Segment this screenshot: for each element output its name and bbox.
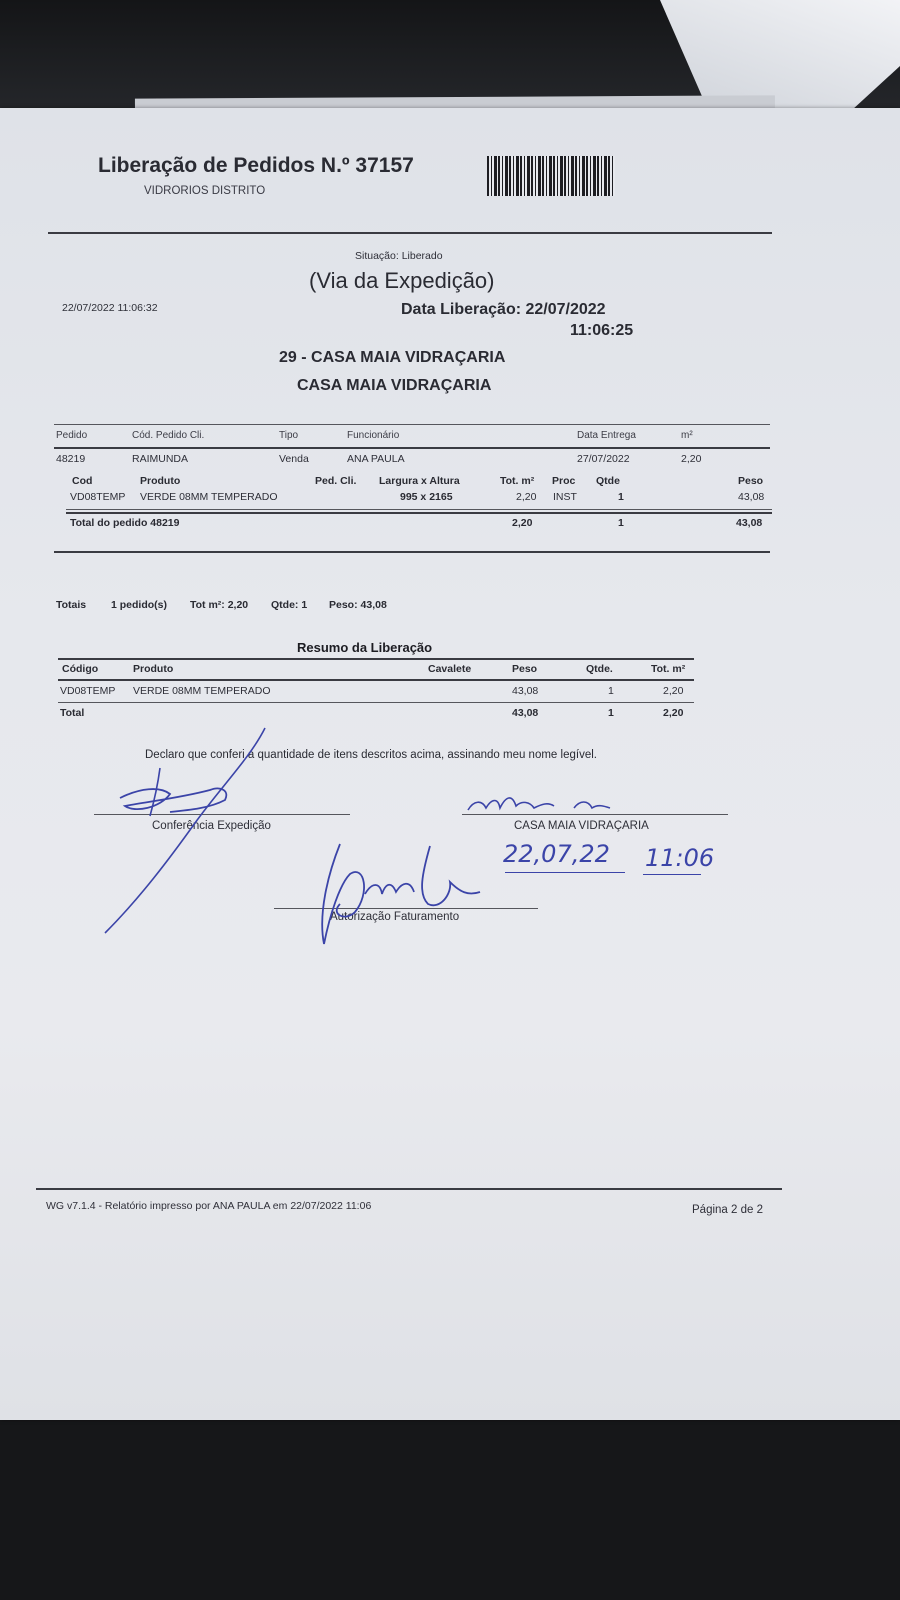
order-funcionario: ANA PAULA: [347, 453, 405, 465]
item-col-tot-m2: Tot. m²: [500, 475, 535, 487]
client-line-1: 29 - CASA MAIA VIDRAÇARIA: [279, 349, 506, 366]
resumo-codigo: VD08TEMP: [60, 685, 116, 697]
signature-label-conferencia: Conferência Expedição: [152, 820, 271, 832]
item-cod: VD08TEMP: [70, 491, 126, 503]
order-total-label: Total do pedido 48219: [70, 517, 180, 529]
handwritten-date-underline: [505, 872, 625, 873]
resumo-total-rule: [58, 702, 694, 703]
footer-page-number: Página 2 de 2: [692, 1204, 763, 1216]
resumo-header-rule: [58, 679, 694, 681]
company-name: VIDRORIOS DISTRITO: [144, 185, 266, 197]
resumo-produto: VERDE 08MM TEMPERADO: [133, 685, 271, 697]
order-bottom-rule: [54, 551, 770, 553]
resumo-total-peso: 43,08: [512, 707, 539, 719]
order-data-entrega: 27/07/2022: [577, 453, 630, 465]
col-tipo: Tipo: [279, 430, 299, 441]
data-liberacao: Data Liberação: 22/07/2022: [401, 301, 606, 318]
totals-label: Totais: [56, 599, 87, 611]
item-largura-altura: 995 x 2165: [400, 491, 453, 503]
item-qtde: 1: [618, 491, 624, 503]
item-rule-2: [66, 512, 772, 514]
item-peso: 43,08: [738, 491, 765, 503]
declaration-text: Declaro que conferi a quantidade de itens descritos acima, assinando meu nome legível.: [145, 749, 597, 761]
handwritten-date: 22,07,22: [503, 840, 610, 868]
col-cod-pedido-cli: Cód. Pedido Cli.: [132, 430, 205, 441]
footer-rule: [36, 1188, 782, 1190]
resumo-tot-m2: 2,20: [663, 685, 684, 697]
col-pedido: Pedido: [56, 430, 88, 441]
totals-peso: Peso: 43,08: [329, 599, 387, 611]
resumo-col-peso: Peso: [512, 663, 538, 675]
header-divider: [48, 232, 772, 234]
item-col-proc: Proc: [552, 475, 576, 487]
footer-printed-by: WG v7.1.4 - Relatório impresso por ANA PAULA em 22/07/2022 11:06: [46, 1200, 372, 1212]
resumo-total-tot-m2: 2,20: [663, 707, 684, 719]
col-data-entrega: Data Entrega: [577, 430, 636, 441]
signature-conferencia-scribble: [100, 728, 260, 938]
resumo-total-qtde: 1: [608, 707, 614, 719]
item-proc: INST: [553, 491, 577, 503]
signature-label-autorizacao: Autorização Faturamento: [330, 911, 460, 923]
order-m2: 2,20: [681, 453, 702, 465]
situacao: Situação: Liberado: [355, 250, 443, 262]
item-col-ped-cli: Ped. Cli.: [315, 475, 357, 487]
resumo-col-cavalete: Cavalete: [428, 663, 472, 675]
handwritten-time: 11:06: [645, 844, 715, 872]
resumo-col-produto: Produto: [133, 663, 174, 675]
barcode: [487, 156, 615, 196]
document-page: [0, 108, 900, 1420]
handwritten-time-underline: [643, 874, 701, 875]
order-total-m2: 2,20: [512, 517, 533, 529]
hora-liberacao: 11:06:25: [570, 322, 634, 339]
item-col-largura-altura: Largura x Altura: [379, 475, 460, 487]
order-table-top-rule: [54, 424, 770, 425]
resumo-total-label: Total: [60, 707, 85, 719]
signature-label-cliente: CASA MAIA VIDRAÇARIA: [514, 820, 649, 832]
signature-autorizacao-scribble: [310, 834, 500, 954]
totals-qtde: Qtde: 1: [271, 599, 308, 611]
order-total-peso: 43,08: [736, 517, 763, 529]
item-tot-m2: 2,20: [516, 491, 537, 503]
col-funcionario: Funcionário: [347, 430, 400, 441]
col-m2: m²: [681, 430, 693, 441]
item-col-cod: Cod: [72, 475, 93, 487]
item-produto: VERDE 08MM TEMPERADO: [140, 491, 278, 503]
item-rule-1: [66, 509, 772, 510]
item-col-peso: Peso: [738, 475, 764, 487]
document-title: Liberação de Pedidos N.º 37157: [98, 154, 414, 177]
resumo-col-qtde: Qtde.: [586, 663, 613, 675]
resumo-col-codigo: Código: [62, 663, 99, 675]
print-timestamp: 22/07/2022 11:06:32: [62, 302, 158, 314]
order-pedido: 48219: [56, 453, 86, 465]
totals-tot-m2: Tot m²: 2,20: [190, 599, 249, 611]
totals-pedidos: 1 pedido(s): [111, 599, 168, 611]
resumo-top-rule: [58, 658, 694, 660]
order-tipo: Venda: [279, 453, 309, 465]
resumo-qtde: 1: [608, 685, 614, 697]
order-header-rule: [54, 447, 770, 449]
item-col-qtde: Qtde: [596, 475, 620, 487]
order-total-qtde: 1: [618, 517, 624, 529]
order-cod-pedido-cli: RAIMUNDA: [132, 453, 189, 465]
resumo-col-tot-m2: Tot. m²: [651, 663, 686, 675]
background-bottom: [0, 1420, 900, 1600]
client-line-2: CASA MAIA VIDRAÇARIA: [297, 377, 492, 394]
signature-cliente-scribble: [464, 790, 664, 820]
item-col-produto: Produto: [140, 475, 181, 487]
via-label: (Via da Expedição): [309, 268, 495, 293]
resumo-title: Resumo da Liberação: [297, 640, 433, 655]
resumo-peso: 43,08: [512, 685, 539, 697]
